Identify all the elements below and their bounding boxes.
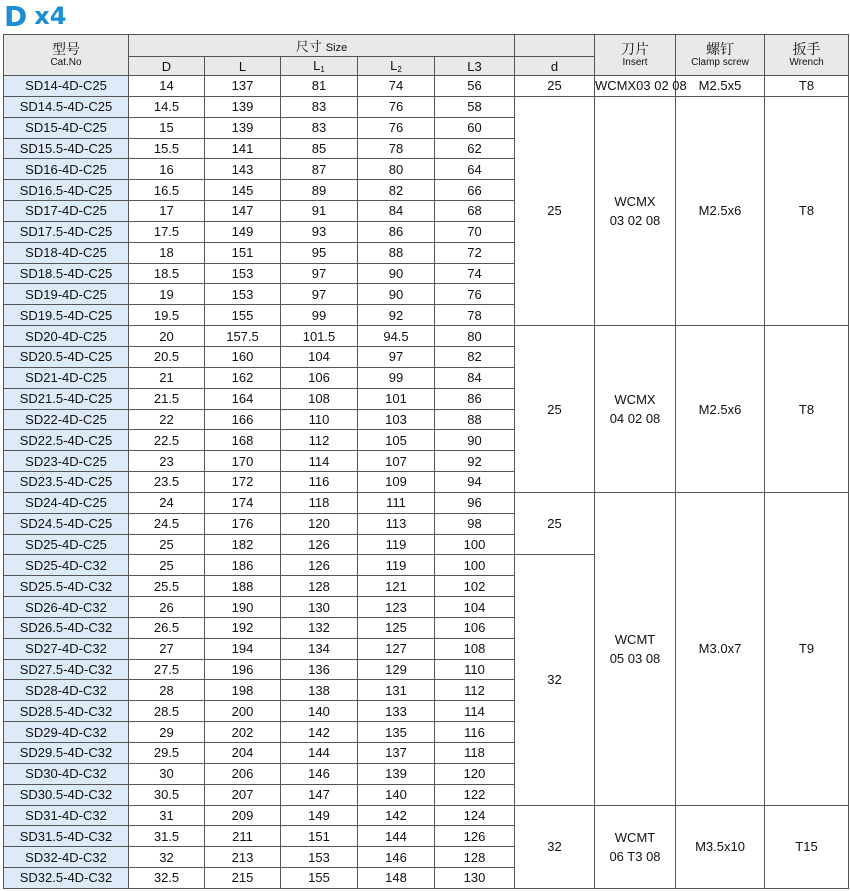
cell-l3: 108 bbox=[435, 638, 515, 659]
header-wrench: 扳手 Wrench bbox=[765, 35, 849, 76]
cell-l3: 98 bbox=[435, 513, 515, 534]
cell-l2: 84 bbox=[358, 201, 435, 222]
cell-d: 22 bbox=[129, 409, 205, 430]
cell-d: 29 bbox=[129, 722, 205, 743]
cell-d: 25.5 bbox=[129, 576, 205, 597]
cell-l2: 133 bbox=[358, 701, 435, 722]
d-cell: 25 bbox=[515, 492, 595, 555]
cell-l: 198 bbox=[205, 680, 281, 701]
cell-l1: 87 bbox=[281, 159, 358, 180]
wrench-cell: T9 bbox=[765, 492, 849, 805]
header-col-L: L bbox=[205, 57, 281, 76]
cat-no-cell: SD25-4D-C32 bbox=[4, 555, 129, 576]
cell-l: 190 bbox=[205, 597, 281, 618]
cat-no-cell: SD18-4D-C25 bbox=[4, 242, 129, 263]
table-body bbox=[4, 76, 849, 889]
cat-no-cell: SD28.5-4D-C32 bbox=[4, 701, 129, 722]
cell-l3: 92 bbox=[435, 451, 515, 472]
cell-l2: 78 bbox=[358, 138, 435, 159]
cell-l1: 99 bbox=[281, 305, 358, 326]
cell-l: 160 bbox=[205, 346, 281, 367]
cat-no-cell: SD22-4D-C25 bbox=[4, 409, 129, 430]
header-clamp-screw: 螺钉 Clamp screw bbox=[676, 35, 765, 76]
cell-l2: 123 bbox=[358, 597, 435, 618]
cell-l2: 127 bbox=[358, 638, 435, 659]
cell-l3: 126 bbox=[435, 826, 515, 847]
wrench-cell: T8 bbox=[765, 96, 849, 325]
cell-l1: 95 bbox=[281, 242, 358, 263]
cell-l2: 99 bbox=[358, 367, 435, 388]
spec-table bbox=[3, 34, 849, 889]
cell-l1: 153 bbox=[281, 847, 358, 868]
cell-l2: 107 bbox=[358, 451, 435, 472]
cell-l: 200 bbox=[205, 701, 281, 722]
cell-l1: 83 bbox=[281, 96, 358, 117]
cell-l: 164 bbox=[205, 388, 281, 409]
cat-no-cell: SD17-4D-C25 bbox=[4, 201, 129, 222]
cell-l1: 155 bbox=[281, 868, 358, 889]
cell-l: 172 bbox=[205, 472, 281, 493]
cat-no-cell: SD26.5-4D-C32 bbox=[4, 617, 129, 638]
cell-d: 16 bbox=[129, 159, 205, 180]
cat-no-cell: SD31.5-4D-C32 bbox=[4, 826, 129, 847]
cell-l: 166 bbox=[205, 409, 281, 430]
cell-l3: 76 bbox=[435, 284, 515, 305]
d-cell: 25 bbox=[515, 96, 595, 325]
cell-l3: 116 bbox=[435, 722, 515, 743]
cell-l: 174 bbox=[205, 492, 281, 513]
cat-no-cell: SD15-4D-C25 bbox=[4, 117, 129, 138]
cell-l: 141 bbox=[205, 138, 281, 159]
cell-l2: 125 bbox=[358, 617, 435, 638]
cell-l2: 148 bbox=[358, 868, 435, 889]
cat-no-cell: SD25.5-4D-C32 bbox=[4, 576, 129, 597]
screw-cell: M2.5x6 bbox=[676, 96, 765, 325]
cell-l1: 140 bbox=[281, 701, 358, 722]
cell-l3: 96 bbox=[435, 492, 515, 513]
cell-d: 31 bbox=[129, 805, 205, 826]
cell-l1: 81 bbox=[281, 76, 358, 97]
cell-l1: 97 bbox=[281, 284, 358, 305]
cell-l2: 129 bbox=[358, 659, 435, 680]
cell-l: 202 bbox=[205, 722, 281, 743]
cell-l1: 93 bbox=[281, 221, 358, 242]
d-cell: 25 bbox=[515, 326, 595, 493]
cell-l: 151 bbox=[205, 242, 281, 263]
cell-l: 186 bbox=[205, 555, 281, 576]
cell-l2: 92 bbox=[358, 305, 435, 326]
d-cell: 32 bbox=[515, 555, 595, 805]
cell-l: 176 bbox=[205, 513, 281, 534]
table-row bbox=[4, 326, 849, 347]
cell-l3: 100 bbox=[435, 555, 515, 576]
cell-l1: 97 bbox=[281, 263, 358, 284]
cell-d: 24 bbox=[129, 492, 205, 513]
cell-l2: 76 bbox=[358, 96, 435, 117]
cell-l: 162 bbox=[205, 367, 281, 388]
cell-d: 19.5 bbox=[129, 305, 205, 326]
cell-l1: 104 bbox=[281, 346, 358, 367]
cell-l2: 82 bbox=[358, 180, 435, 201]
cat-no-cell: SD27.5-4D-C32 bbox=[4, 659, 129, 680]
cell-l2: 142 bbox=[358, 805, 435, 826]
cell-l2: 139 bbox=[358, 763, 435, 784]
cat-no-cell: SD14.5-4D-C25 bbox=[4, 96, 129, 117]
cell-l3: 106 bbox=[435, 617, 515, 638]
cell-d: 16.5 bbox=[129, 180, 205, 201]
cell-l: 168 bbox=[205, 430, 281, 451]
cell-l2: 109 bbox=[358, 472, 435, 493]
cell-l2: 144 bbox=[358, 826, 435, 847]
cell-l1: 149 bbox=[281, 805, 358, 826]
cell-l3: 118 bbox=[435, 743, 515, 764]
cell-l3: 102 bbox=[435, 576, 515, 597]
header-col-d: d bbox=[515, 57, 595, 76]
cell-l2: 103 bbox=[358, 409, 435, 430]
cell-l1: 144 bbox=[281, 743, 358, 764]
cell-l3: 64 bbox=[435, 159, 515, 180]
insert-cell: WCMT 06 T3 08 bbox=[595, 805, 676, 888]
cell-l2: 137 bbox=[358, 743, 435, 764]
cell-l: 139 bbox=[205, 96, 281, 117]
cell-d: 27.5 bbox=[129, 659, 205, 680]
cell-d: 21.5 bbox=[129, 388, 205, 409]
header-col-L1: $L_1$ bbox=[281, 57, 358, 76]
cell-l3: 88 bbox=[435, 409, 515, 430]
cell-l1: 147 bbox=[281, 784, 358, 805]
cell-l3: 74 bbox=[435, 263, 515, 284]
cell-d: 26 bbox=[129, 597, 205, 618]
cell-l3: 56 bbox=[435, 76, 515, 97]
cell-l2: 131 bbox=[358, 680, 435, 701]
cell-l2: 121 bbox=[358, 576, 435, 597]
cell-l3: 84 bbox=[435, 367, 515, 388]
cell-l: 145 bbox=[205, 180, 281, 201]
cat-no-cell: SD14-4D-C25 bbox=[4, 76, 129, 97]
cell-l3: 72 bbox=[435, 242, 515, 263]
cell-l: 213 bbox=[205, 847, 281, 868]
table-header bbox=[4, 35, 849, 76]
cell-l1: 128 bbox=[281, 576, 358, 597]
page-title bbox=[4, 0, 67, 33]
cell-d: 30 bbox=[129, 763, 205, 784]
cell-d: 23 bbox=[129, 451, 205, 472]
cell-d: 21 bbox=[129, 367, 205, 388]
cell-l3: 100 bbox=[435, 534, 515, 555]
cell-l3: 124 bbox=[435, 805, 515, 826]
cell-d: 17 bbox=[129, 201, 205, 222]
cell-l3: 110 bbox=[435, 659, 515, 680]
cell-l2: 113 bbox=[358, 513, 435, 534]
screw-cell: M2.5x5 bbox=[676, 76, 765, 97]
cell-l3: 66 bbox=[435, 180, 515, 201]
cat-no-cell: SD18.5-4D-C25 bbox=[4, 263, 129, 284]
cell-l: 155 bbox=[205, 305, 281, 326]
cell-l1: 142 bbox=[281, 722, 358, 743]
d-cell: 32 bbox=[515, 805, 595, 888]
cell-l2: 74 bbox=[358, 76, 435, 97]
table-row bbox=[4, 805, 849, 826]
cell-d: 28.5 bbox=[129, 701, 205, 722]
cell-l2: 135 bbox=[358, 722, 435, 743]
cell-l2: 119 bbox=[358, 555, 435, 576]
cell-l1: 126 bbox=[281, 555, 358, 576]
cat-no-cell: SD19.5-4D-C25 bbox=[4, 305, 129, 326]
cell-l: 188 bbox=[205, 576, 281, 597]
cat-no-cell: SD32-4D-C32 bbox=[4, 847, 129, 868]
cell-l1: 85 bbox=[281, 138, 358, 159]
cell-l3: 58 bbox=[435, 96, 515, 117]
cell-l: 153 bbox=[205, 284, 281, 305]
cell-l1: 91 bbox=[281, 201, 358, 222]
cell-d: 31.5 bbox=[129, 826, 205, 847]
cell-l2: 146 bbox=[358, 847, 435, 868]
cell-l2: 105 bbox=[358, 430, 435, 451]
cell-l2: 94.5 bbox=[358, 326, 435, 347]
cell-d: 24.5 bbox=[129, 513, 205, 534]
insert-cell: WCMX 03 02 08 bbox=[595, 96, 676, 325]
cell-l1: 112 bbox=[281, 430, 358, 451]
cell-l2: 119 bbox=[358, 534, 435, 555]
cell-l: 157.5 bbox=[205, 326, 281, 347]
cell-l: 149 bbox=[205, 221, 281, 242]
cell-d: 29.5 bbox=[129, 743, 205, 764]
cell-l1: 83 bbox=[281, 117, 358, 138]
cell-d: 14.5 bbox=[129, 96, 205, 117]
cell-d: 18.5 bbox=[129, 263, 205, 284]
cell-l3: 120 bbox=[435, 763, 515, 784]
cell-d: 20 bbox=[129, 326, 205, 347]
cell-l2: 76 bbox=[358, 117, 435, 138]
cell-l1: 151 bbox=[281, 826, 358, 847]
cell-l2: 140 bbox=[358, 784, 435, 805]
screw-cell: M3.0x7 bbox=[676, 492, 765, 805]
cell-l2: 97 bbox=[358, 346, 435, 367]
cat-no-cell: SD22.5-4D-C25 bbox=[4, 430, 129, 451]
cell-l2: 101 bbox=[358, 388, 435, 409]
cell-l1: 89 bbox=[281, 180, 358, 201]
cell-d: 15 bbox=[129, 117, 205, 138]
cell-d: 25 bbox=[129, 555, 205, 576]
cell-l3: 130 bbox=[435, 868, 515, 889]
title-multiplier: x4 bbox=[34, 2, 67, 30]
cell-l: 209 bbox=[205, 805, 281, 826]
cell-l: 215 bbox=[205, 868, 281, 889]
cell-l3: 104 bbox=[435, 597, 515, 618]
cat-no-cell: SD15.5-4D-C25 bbox=[4, 138, 129, 159]
table-row bbox=[4, 492, 849, 513]
header-size: 尺寸 Size bbox=[129, 35, 515, 57]
cell-l: 211 bbox=[205, 826, 281, 847]
cell-d: 25 bbox=[129, 534, 205, 555]
cat-no-cell: SD23-4D-C25 bbox=[4, 451, 129, 472]
cell-l: 194 bbox=[205, 638, 281, 659]
table-row bbox=[4, 76, 849, 97]
cell-d: 19 bbox=[129, 284, 205, 305]
cell-l: 192 bbox=[205, 617, 281, 638]
cat-no-cell: SD28-4D-C32 bbox=[4, 680, 129, 701]
insert-cell: WCMX03 02 08 bbox=[595, 76, 676, 97]
cell-l3: 94 bbox=[435, 472, 515, 493]
cat-no-cell: SD21-4D-C25 bbox=[4, 367, 129, 388]
table-row bbox=[4, 96, 849, 117]
cell-l1: 120 bbox=[281, 513, 358, 534]
cell-l2: 86 bbox=[358, 221, 435, 242]
cat-no-cell: SD32.5-4D-C32 bbox=[4, 868, 129, 889]
cell-d: 32 bbox=[129, 847, 205, 868]
cell-l3: 80 bbox=[435, 326, 515, 347]
cell-l: 206 bbox=[205, 763, 281, 784]
cat-no-cell: SD27-4D-C32 bbox=[4, 638, 129, 659]
cat-no-cell: SD31-4D-C32 bbox=[4, 805, 129, 826]
cell-l3: 112 bbox=[435, 680, 515, 701]
cell-d: 17.5 bbox=[129, 221, 205, 242]
cell-l1: 114 bbox=[281, 451, 358, 472]
header-d-blank bbox=[515, 35, 595, 57]
cell-l: 147 bbox=[205, 201, 281, 222]
cell-l1: 134 bbox=[281, 638, 358, 659]
cell-l: 153 bbox=[205, 263, 281, 284]
screw-cell: M2.5x6 bbox=[676, 326, 765, 493]
header-cat-no: 型号 Cat.No bbox=[4, 35, 129, 76]
cell-l1: 146 bbox=[281, 763, 358, 784]
cat-no-cell: SD24-4D-C25 bbox=[4, 492, 129, 513]
cell-d: 20.5 bbox=[129, 346, 205, 367]
cat-no-cell: SD30.5-4D-C32 bbox=[4, 784, 129, 805]
cat-no-cell: SD21.5-4D-C25 bbox=[4, 388, 129, 409]
cell-l1: 130 bbox=[281, 597, 358, 618]
cell-l3: 60 bbox=[435, 117, 515, 138]
cell-l1: 116 bbox=[281, 472, 358, 493]
cell-l: 207 bbox=[205, 784, 281, 805]
cell-l3: 86 bbox=[435, 388, 515, 409]
cell-l3: 114 bbox=[435, 701, 515, 722]
header-insert: 刀片 Insert bbox=[595, 35, 676, 76]
cat-no-cell: SD19-4D-C25 bbox=[4, 284, 129, 305]
cell-l: 204 bbox=[205, 743, 281, 764]
cat-no-cell: SD26-4D-C32 bbox=[4, 597, 129, 618]
cell-l2: 88 bbox=[358, 242, 435, 263]
cell-l3: 90 bbox=[435, 430, 515, 451]
cat-no-cell: SD25-4D-C25 bbox=[4, 534, 129, 555]
wrench-cell: T15 bbox=[765, 805, 849, 888]
screw-cell: M3.5x10 bbox=[676, 805, 765, 888]
cell-l: 143 bbox=[205, 159, 281, 180]
cell-l3: 68 bbox=[435, 201, 515, 222]
cat-no-cell: SD29.5-4D-C32 bbox=[4, 743, 129, 764]
cell-l2: 90 bbox=[358, 284, 435, 305]
cell-d: 32.5 bbox=[129, 868, 205, 889]
cat-no-cell: SD29-4D-C32 bbox=[4, 722, 129, 743]
cell-l: 170 bbox=[205, 451, 281, 472]
cell-l: 196 bbox=[205, 659, 281, 680]
header-col-D: D bbox=[129, 57, 205, 76]
cell-l1: 118 bbox=[281, 492, 358, 513]
cell-l1: 106 bbox=[281, 367, 358, 388]
cell-l2: 80 bbox=[358, 159, 435, 180]
cell-d: 23.5 bbox=[129, 472, 205, 493]
cell-l3: 62 bbox=[435, 138, 515, 159]
cell-l1: 136 bbox=[281, 659, 358, 680]
cat-no-cell: SD17.5-4D-C25 bbox=[4, 221, 129, 242]
cat-no-cell: SD24.5-4D-C25 bbox=[4, 513, 129, 534]
header-col-L2: $L_2$ bbox=[358, 57, 435, 76]
cell-l2: 90 bbox=[358, 263, 435, 284]
cell-l3: 122 bbox=[435, 784, 515, 805]
cell-d: 22.5 bbox=[129, 430, 205, 451]
cell-d: 18 bbox=[129, 242, 205, 263]
cell-l3: 128 bbox=[435, 847, 515, 868]
cell-d: 26.5 bbox=[129, 617, 205, 638]
title-letter: D bbox=[4, 0, 29, 33]
wrench-cell: T8 bbox=[765, 76, 849, 97]
cat-no-cell: SD16.5-4D-C25 bbox=[4, 180, 129, 201]
cell-d: 30.5 bbox=[129, 784, 205, 805]
header-col-L3: L3 bbox=[435, 57, 515, 76]
cell-l: 137 bbox=[205, 76, 281, 97]
cell-l3: 70 bbox=[435, 221, 515, 242]
cell-d: 28 bbox=[129, 680, 205, 701]
insert-cell: WCMT 05 03 08 bbox=[595, 492, 676, 805]
cat-no-cell: SD20-4D-C25 bbox=[4, 326, 129, 347]
cell-d: 14 bbox=[129, 76, 205, 97]
cell-d: 15.5 bbox=[129, 138, 205, 159]
cell-l1: 138 bbox=[281, 680, 358, 701]
cat-no-cell: SD23.5-4D-C25 bbox=[4, 472, 129, 493]
cat-no-cell: SD30-4D-C32 bbox=[4, 763, 129, 784]
cell-l1: 126 bbox=[281, 534, 358, 555]
d-cell: 25 bbox=[515, 76, 595, 97]
cat-no-cell: SD16-4D-C25 bbox=[4, 159, 129, 180]
cell-l2: 111 bbox=[358, 492, 435, 513]
cell-l1: 101.5 bbox=[281, 326, 358, 347]
insert-cell: WCMX 04 02 08 bbox=[595, 326, 676, 493]
cell-l3: 78 bbox=[435, 305, 515, 326]
cell-l3: 82 bbox=[435, 346, 515, 367]
cell-l: 139 bbox=[205, 117, 281, 138]
wrench-cell: T8 bbox=[765, 326, 849, 493]
cell-l1: 108 bbox=[281, 388, 358, 409]
cat-no-cell: SD20.5-4D-C25 bbox=[4, 346, 129, 367]
cell-l: 182 bbox=[205, 534, 281, 555]
cell-l1: 132 bbox=[281, 617, 358, 638]
cell-l1: 110 bbox=[281, 409, 358, 430]
cell-d: 27 bbox=[129, 638, 205, 659]
